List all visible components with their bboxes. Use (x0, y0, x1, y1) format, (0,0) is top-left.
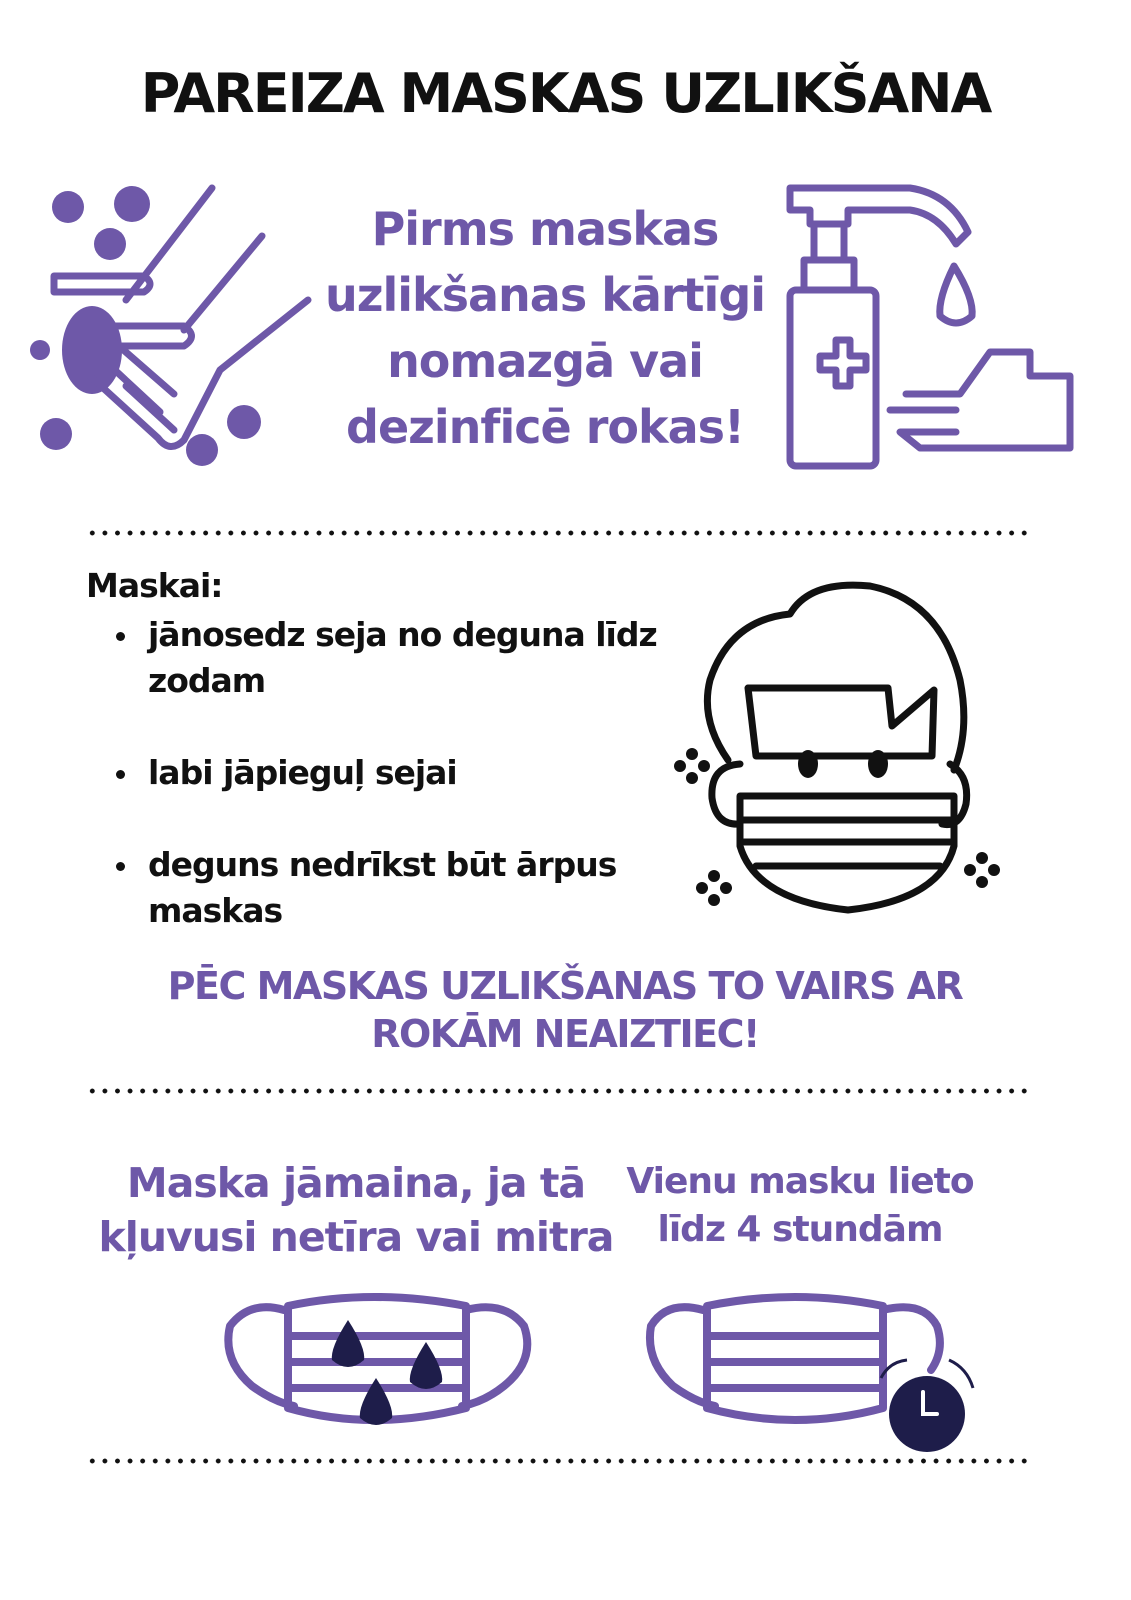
change-mask-line: Maska jāmaina, ja tā (126, 1159, 586, 1207)
duration-text (620, 1158, 980, 1254)
sanitizer-bottle-icon (780, 180, 1090, 480)
requirements-heading: Maskai: (86, 566, 223, 605)
section-divider (86, 1458, 1034, 1464)
page-title: PAREIZA MASKAS UZLIKŠANA (140, 62, 991, 125)
list-item-line: labi jāpieguļ sejai (148, 753, 457, 792)
list-item-line: jānosedz seja no deguna līdz (148, 615, 657, 654)
masked-face-icon (670, 580, 1010, 930)
list-item (110, 750, 670, 796)
requirements-list (110, 612, 670, 934)
duration-line: līdz 4 stundām (657, 1209, 943, 1250)
change-mask-text (96, 1156, 616, 1264)
warning-line: ROKĀM NEAIZTIEC! (371, 1012, 759, 1056)
list-item (110, 842, 670, 934)
wet-mask-icon (222, 1290, 542, 1440)
handwash-icon (34, 180, 334, 480)
list-item-line: zodam (148, 661, 266, 700)
handwash-line: dezinficē rokas! (346, 400, 744, 454)
handwash-line: uzlikšanas kārtīgi (324, 268, 766, 322)
section-divider (86, 1088, 1034, 1094)
list-item (110, 612, 670, 704)
warning-line: PĒC MASKAS UZLIKŠANAS TO VAIRS AR (167, 964, 963, 1008)
list-item-line: deguns nedrīkst būt ārpus (148, 845, 617, 884)
no-touch-warning (120, 962, 1010, 1058)
handwash-instruction (300, 196, 790, 460)
handwash-line: nomazgā vai (387, 334, 703, 388)
handwash-line: Pirms maskas (371, 202, 719, 256)
section-divider (86, 530, 1034, 536)
duration-line: Vienu masku lieto (626, 1161, 974, 1202)
mask-clock-icon (645, 1290, 985, 1460)
change-mask-line: kļuvusi netīra vai mitra (98, 1213, 614, 1261)
list-item-line: maskas (148, 891, 283, 930)
